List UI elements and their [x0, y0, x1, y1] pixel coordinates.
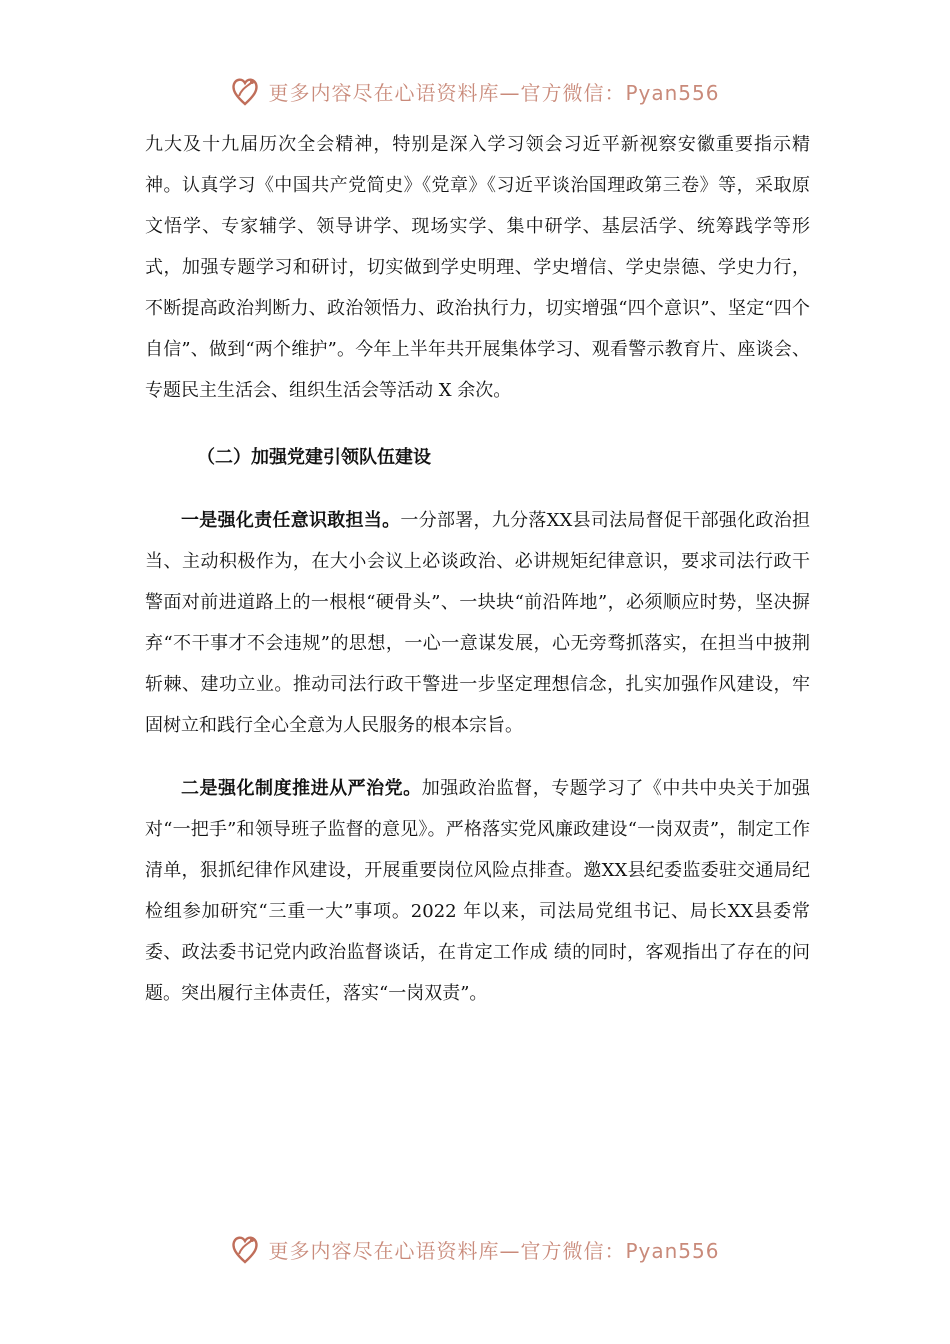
paragraph-3-lead: 二是强化制度推进从严治党。	[181, 778, 422, 799]
heart-logo-icon	[230, 1232, 260, 1266]
paragraph-3-body: 加强政治监督，专题学习了《中共中央关于加强对“一把手”和领导班子监督的意见》。严格落实党风廉政建设“一岗双责”，制定工作清单，狠抓纪律作风建设，开展重要岗位风险点排查。邀XX县纪委监委驻交通局纪检组参加研究“三重一大”事项。2022 年以来，司法局党组书记、局长XX县委常委、政法委书记党内政治监督谈话，在肯定工作成 绩的同时，客观指出了存在的问题。突出履行主体责任，落实“一岗双责”。	[145, 778, 811, 1004]
watermark-header	[0, 74, 950, 108]
section-heading: （二）加强党建引领队伍建设	[197, 447, 431, 468]
paragraph-1: 九大及十九届历次全会精神，特别是深入学习领会习近平新视察安徽重要指示精神。认真学习《中国共产党简史》《党章》《习近平谈治国理政第三卷》等，采取原文悟学、专家辅学、领导讲学、现场实学、集中研学、基层活学、统筹践学等形式，加强专题学习和研讨，切实做到学史明理、学史增信、学史崇德、学史力行，不断提高政治判断力、政治领悟力、政治执行力，切实增强“四个意识”、坚定“四个自信”、做到“两个维护”。今年上半年共开展集体学习、观看警示教育片、座谈会、专题民主生活会、组织生活会等活动 X 余次。	[145, 134, 810, 401]
watermark-text: 更多内容尽在心语资料库—官方微信：Pyan556	[268, 1238, 720, 1263]
watermark-footer	[0, 1232, 950, 1266]
watermark-text: 更多内容尽在心语资料库—官方微信：Pyan556	[268, 80, 720, 105]
document-body	[145, 124, 810, 1014]
paragraph-3	[145, 768, 810, 1014]
paragraph-2-lead: 一是强化责任意识敢担当。	[181, 510, 401, 531]
paragraph-2-body: 一分部署，九分落XX县司法局督促干部强化政治担当、主动积极作为，在大小会议上必谈政治、必讲规矩纪律意识，要求司法行政干警面对前进道路上的一根根“硬骨头”、一块块“前沿阵地”，必须顺应时势，坚决摒弃“不干事才不会违规”的思想，一心一意谋发展，心无旁骛抓落实，在担当中披荆斩棘、建功立业。推动司法行政干警进一步坚定理想信念，扎实加强作风建设，牢固树立和践行全心全意为人民服务的根本宗旨。	[145, 510, 810, 736]
paragraph-2	[145, 500, 810, 746]
heart-logo-icon	[230, 74, 260, 108]
